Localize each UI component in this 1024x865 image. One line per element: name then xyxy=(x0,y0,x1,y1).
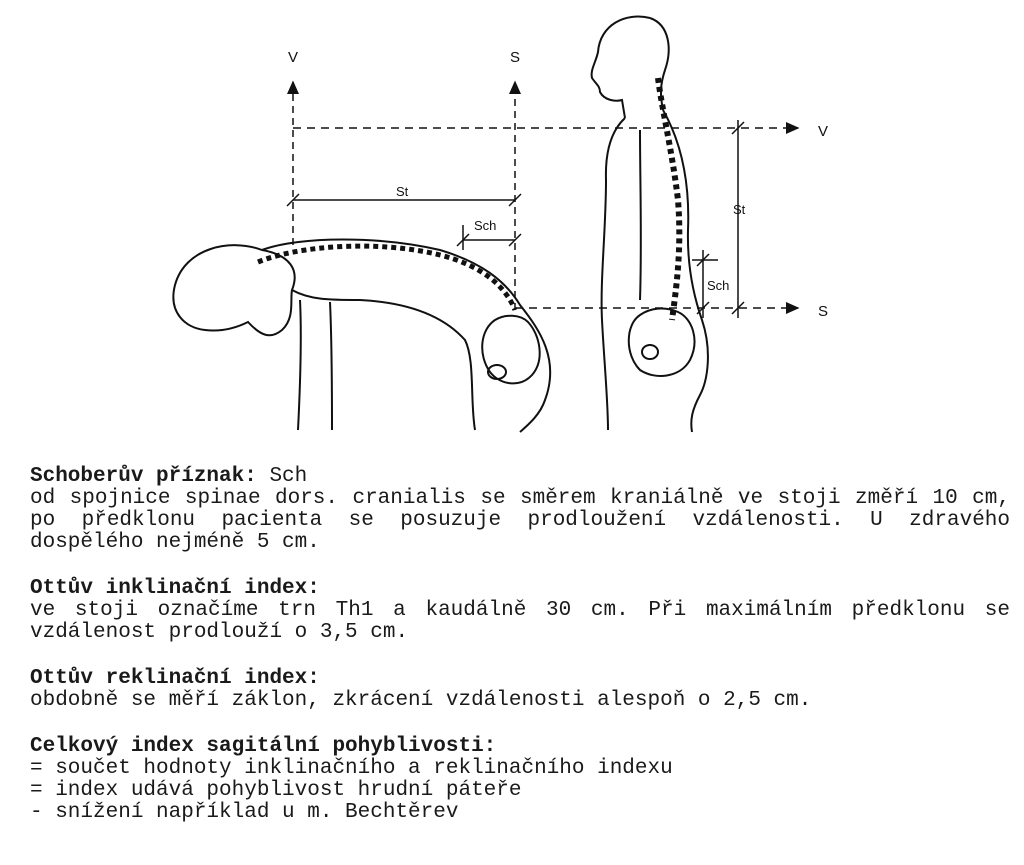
label-sch-left: Sch xyxy=(474,218,497,233)
label-v-right: V xyxy=(818,123,829,140)
description-text xyxy=(30,466,1010,848)
label-sch-right: Sch xyxy=(707,278,730,293)
bent-spine xyxy=(258,246,515,310)
section-title-suffix: Sch xyxy=(256,465,308,488)
list-item: - snížení například u m. Bechtěrev xyxy=(30,801,459,824)
label-s-right: S xyxy=(818,303,829,320)
standing-figure xyxy=(592,17,708,432)
section-ott-inclination xyxy=(30,578,1010,644)
list-item: = součet hodnoty inklinačního a reklinačního indexu xyxy=(30,757,673,780)
label-st-right: St xyxy=(733,202,746,217)
label-v-top: V xyxy=(288,49,299,66)
section-schober xyxy=(30,466,1010,554)
section-total-index xyxy=(30,736,1010,824)
list-item: = index udává pohyblivost hrudní páteře xyxy=(30,779,522,802)
section-body: obdobně se měří záklon, zkrácení vzdálenosti alespoň o 2,5 cm. xyxy=(30,689,812,712)
section-ott-reclination xyxy=(30,668,1010,712)
standing-spine xyxy=(658,78,679,320)
left-measurements xyxy=(287,82,798,310)
bent-figure xyxy=(173,240,550,433)
section-body: od spojnice spinae dors. cranialis se směrem kraniálně ve stoji změří 10 cm, po předklonu pacienta se posuzuje prodloužení vzdálenosti. U zdravého dospělého nejméně 5 cm. xyxy=(30,487,1010,554)
section-title: Ottův reklinační index: xyxy=(30,667,320,690)
section-title: Celkový index sagitální pohyblivosti: xyxy=(30,735,497,758)
section-title: Schoberův příznak: xyxy=(30,465,257,488)
section-title: Ottův inklinační index: xyxy=(30,577,320,600)
label-s-top: S xyxy=(510,49,521,66)
label-st-left: St xyxy=(396,184,409,199)
section-body: ve stoji označíme trn Th1 a kaudálně 30 cm. Při maximálním předklonu se vzdálenost prodlouží o 3,5 cm. xyxy=(30,599,1010,644)
